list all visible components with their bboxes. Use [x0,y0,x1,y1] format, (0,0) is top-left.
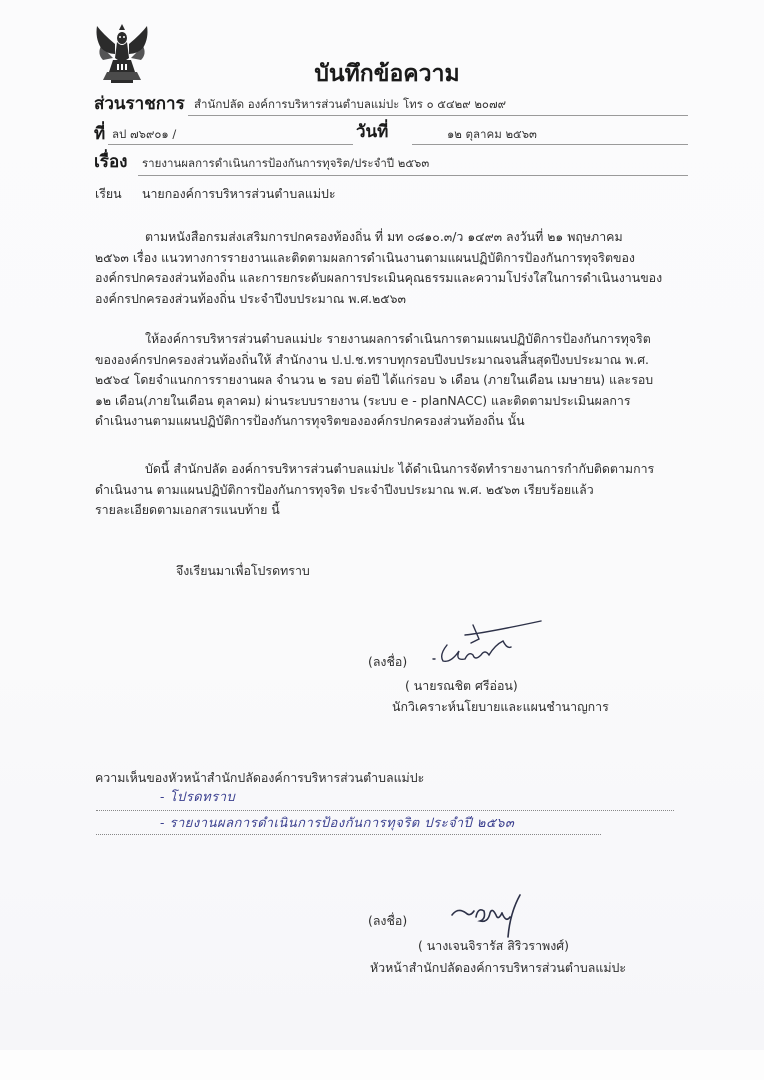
paragraph-line: ๒๕๖๔ โดยจำแนกการรายงานผล จำนวน ๒ รอบ ต่อปี ได้แก่รอบ ๖ เดือน (ภายในเดือน เมษายน) และรอบ [95,372,654,388]
paragraph-3 [95,459,687,521]
department-label: ส่วนราชการ [94,94,185,114]
paragraph-1 [95,227,687,309]
paragraph-line: บัดนี้ สำนักปลัด องค์การบริหารส่วนตำบลแม่ปะ ได้ดำเนินการจัดทำรายงานการกำกับติดตามการ [145,461,655,476]
signature-1-icon [425,615,550,670]
date-value: ๑๒ ตุลาคม ๒๕๖๓ [447,127,537,141]
signature-2-position: หัวหน้าสำนักปลัดองค์การบริหารส่วนตำบลแม่ปะ [370,960,627,975]
paragraph-line: รายละเอียดตามเอกสารแนบท้าย นี้ [95,502,280,518]
ref-value: ลป ๗๖๙๐๑ / [112,127,177,141]
ref-label: ที่ [94,124,106,144]
signature-1-label: (ลงชื่อ) [368,654,408,669]
comment-dotted-line-2 [96,834,601,835]
signature-2-name: ( นางเจนจิรารัส สิริวราพงศ์) [418,938,569,953]
paragraph-line: ตามหนังสือกรมส่งเสริมการปกครองท้องถิ่น ที่ มท ๐๘๑๐.๓/ว ๑๔๙๓ ลงวันที่ ๒๑ พฤษภาคม [145,229,623,244]
date-label: วันที่ [356,122,389,142]
comment-line-2: - รายงานผลการดำเนินการป้องกันการทุจริต ประจำปี ๒๕๖๓ [160,816,515,831]
paragraph-2 [95,329,687,432]
document-title: บันทึกข้อความ [314,61,460,87]
ref-underline [108,144,353,145]
subject-underline [138,175,688,176]
paragraph-line: ดำเนินงานตามแผนปฏิบัติการป้องกันการทุจริตขององค์กรปกครองส่วนท้องถิ่น นั้น [95,413,525,429]
paragraph-line: ๒๕๖๓ เรื่อง แนวทางการรายงานและติดตามผลการดำเนินงานตามแผนปฏิบัติการป้องกันการทุจริตของ [95,249,635,265]
comment-dotted-line-1 [96,810,674,811]
subject-value: รายงานผลการดำเนินการป้องกันการทุจริต/ประจำปี ๒๕๖๓ [142,156,430,170]
signature-2-label: (ลงชื่อ) [368,913,408,928]
paragraph-line: ๑๒ เดือน(ภายในเดือน ตุลาคม) ผ่านระบบรายงาน (ระบบ e - planNACC) และติดตามประเมินผลการ [95,392,631,408]
department-underline [188,115,688,116]
signature-1-name: ( นายรณชิต ศรีอ่อน) [405,678,518,693]
salutation-label: เรียน [95,186,122,201]
paragraph-line: ขององค์กรปกครองส่วนท้องถิ่นให้ สำนักงาน ป.ป.ช.ทราบทุกรอบปีงบประมาณจนสิ้นสุดปีงบประมาณ พ.ศ. [95,351,649,367]
paragraph-line: องค์กรปกครองส่วนท้องถิ่น และการยกระดับผลการประเมินคุณธรรมและความโปร่งใสในการดำเนินงานของ [95,270,663,286]
signature-1-position: นักวิเคราะห์นโยบายและแผนชำนาญการ [392,699,609,714]
department-value: สำนักปลัด องค์การบริหารส่วนตำบลแม่ปะ โทร ๐ ๕๔๒๙ ๒๐๗๙ [194,97,507,111]
date-underline [412,144,688,145]
salutation-value: นายกองค์การบริหารส่วนตำบลแม่ปะ [142,186,336,201]
closing-text: จึงเรียนมาเพื่อโปรดทราบ [176,563,310,578]
paragraph-line: ดำเนินงาน ตามแผนปฏิบัติการป้องกันการทุจริต ประจำปีงบประมาณ พ.ศ. ๒๕๖๓ เรียบร้อยแล้ว [95,481,594,497]
paragraph-line: ให้องค์การบริหารส่วนตำบลแม่ปะ รายงานผลการดำเนินการตามแผนปฏิบัติการป้องกันการทุจริต [145,331,651,346]
comment-heading: ความเห็นของหัวหน้าสำนักปลัดองค์การบริหารส่วนตำบลแม่ปะ [95,770,425,785]
subject-label: เรื่อง [94,152,128,172]
paragraph-line: องค์กรปกครองส่วนท้องถิ่น ประจำปีงบประมาณ พ.ศ.๒๕๖๓ [95,290,406,306]
comment-line-1: - โปรดทราบ [160,790,236,805]
